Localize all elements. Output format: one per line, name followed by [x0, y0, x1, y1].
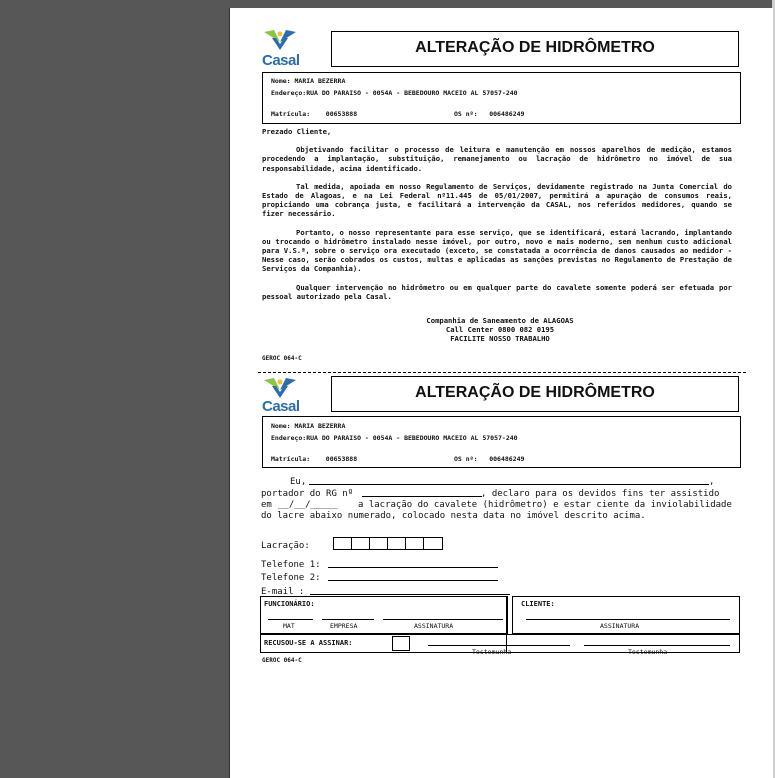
- letter-greeting: Prezado Cliente,: [262, 127, 332, 136]
- comma: ,: [709, 477, 715, 487]
- letter-body: [262, 127, 732, 310]
- customer-address: RUA DO PARAISO - 0054A - BEBEDOURO MACEIO AL 57057-240: [306, 434, 518, 442]
- customer-name: MARIA BEZERRA: [294, 422, 346, 430]
- matricula-label: Matrícula:: [271, 455, 311, 463]
- declaro-text: , declaro para os devidos fins ter assistido: [481, 489, 720, 499]
- assinatura-cliente-line[interactable]: [526, 619, 730, 620]
- os-label: OS nº:: [454, 110, 478, 118]
- name-label: Nome:: [271, 77, 291, 85]
- rg-line[interactable]: [362, 496, 482, 497]
- letter-paragraph-3: Portanto, o nosso representante para esse serviço, que se identificará, estará lacrando, implantando ou trocando o hidrômetro instalado nesse imóvel, por outro, novo e mais moderno, sem nenhum custo adicional para V.S.ª, sobre o serviço ora executado (exceto, se constatada a ocorrência de danos causados ao medidor - Nesse caso, serão cobrados os custos, multas e aplicadas as sanções previstas no Regulamento de Prestação de Serviços da Companhia).: [262, 227, 732, 274]
- mat-line[interactable]: [268, 619, 313, 620]
- recusou-checkbox[interactable]: [392, 636, 410, 651]
- address-label: Endereço:: [271, 434, 307, 442]
- os-number: 006486249: [489, 455, 525, 463]
- lacracao-label: Lacração:: [261, 541, 310, 551]
- seal-number-boxes[interactable]: [333, 537, 443, 550]
- date-blank[interactable]: __/__/_____: [278, 500, 338, 510]
- letter-paragraph-2: Tal medida, apoiada em nosso Regulamento de Serviços, devidamente registrado na Junta Comercial do Estado de Alagoas, e na Lei Federal nº11.445 de 05/01/2007, permitirá a apuração de consumos reais, propiciando uma cobrança justa, e facilitará a intervenção da CASAL, nos referidos medidores, quando se fizer necessário.: [262, 181, 732, 219]
- cut-line: [258, 372, 746, 373]
- testemunha1-line[interactable]: [428, 645, 570, 646]
- assinatura-label: ASSINATURA: [414, 622, 454, 630]
- telefone1-label: Telefone 1:: [261, 560, 321, 570]
- company-signature: [380, 316, 620, 343]
- casal-logo-icon: [262, 376, 298, 400]
- lacre-text: do lacre abaixo numerado, colocado nesta data no imóvel descrito acima.: [261, 511, 646, 521]
- letter-paragraph-4: Qualquer intervenção no hidrômetro ou em qualquer parte do cavalete somente poderá ser efetuada por pessoal autorizado pela Casal.: [262, 282, 732, 301]
- lacracao-text: a lacração do cavalete (hidrômetro) e estar ciente da inviolabilidade: [358, 500, 732, 510]
- customer-info-box: [262, 72, 741, 124]
- slogan: FACILITE NOSSO TRABALHO: [450, 334, 550, 343]
- recusou-label: RECUSOU-SE A ASSINAR:: [264, 639, 353, 647]
- seal-digit-box[interactable]: [351, 537, 370, 550]
- document-title: ALTERAÇÃO DE HIDRÔMETRO: [331, 31, 739, 67]
- matricula-value: 00653888: [325, 110, 358, 118]
- casal-logo-text: Casal: [262, 52, 300, 69]
- company-name: Companhia de Saneamento de ALAGOAS: [426, 316, 574, 325]
- email-line[interactable]: [310, 594, 510, 595]
- name-label: Nome:: [271, 422, 291, 430]
- seal-digit-box[interactable]: [387, 537, 406, 550]
- telefone2-line[interactable]: [328, 580, 498, 581]
- empresa-line[interactable]: [322, 619, 374, 620]
- rg-label: portador do RG nº: [261, 489, 354, 499]
- testemunha2-line[interactable]: [584, 645, 730, 646]
- customer-info-box: [262, 416, 741, 468]
- letter-paragraph-1: Objetivando facilitar o processo de leitura e manutenção em nossos aparelhos de medição, estamos procedendo a implantação, substituição, remanejamento ou lacração de hidrômetro no imóvel de sua responsabilidade, acima identificado.: [262, 145, 732, 173]
- customer-name: MARIA BEZERRA: [294, 77, 346, 85]
- seal-digit-box[interactable]: [423, 537, 443, 550]
- viewer-sidebar: [0, 0, 229, 778]
- email-label: E-mail :: [261, 587, 305, 597]
- name-line[interactable]: [309, 484, 709, 485]
- mat-label: MAT: [283, 622, 295, 630]
- call-center: Call Center 0800 082 0195: [445, 325, 555, 334]
- funcionario-label: FUNCIONÁRIO:: [264, 600, 315, 608]
- casal-logo-text: Casal: [262, 398, 300, 415]
- os-number: 006486249: [489, 110, 525, 118]
- matricula-value: 00653888: [325, 455, 358, 463]
- seal-digit-box[interactable]: [405, 537, 424, 550]
- os-label: OS nº:: [454, 455, 478, 463]
- testemunha2-label: Testemunha: [628, 648, 668, 656]
- customer-address: RUA DO PARAISO - 0054A - BEBEDOURO MACEIO AL 57057-240: [306, 89, 518, 97]
- viewer-top-bar: [229, 0, 775, 8]
- form-code-top: GEROC 064-C: [262, 355, 302, 362]
- casal-logo-icon: [262, 28, 298, 52]
- address-label: Endereço:: [271, 89, 307, 97]
- telefone1-line[interactable]: [328, 567, 498, 568]
- assinatura-cliente-label: ASSINATURA: [600, 622, 640, 630]
- cliente-label: CLIENTE:: [521, 600, 555, 608]
- seal-digit-box[interactable]: [333, 537, 352, 550]
- assinatura-func-line[interactable]: [383, 619, 503, 620]
- testemunha1-label: Testemunha: [472, 648, 512, 656]
- document-title: ALTERAÇÃO DE HIDRÔMETRO: [331, 376, 739, 412]
- eu-label: Eu,: [290, 477, 307, 487]
- seal-digit-box[interactable]: [369, 537, 388, 550]
- form-code-bottom: GEROC 064-C: [262, 657, 302, 664]
- telefone2-label: Telefone 2:: [261, 573, 321, 583]
- matricula-label: Matrícula:: [271, 110, 311, 118]
- empresa-label: EMPRESA: [330, 622, 358, 630]
- em-label: em: [261, 500, 272, 510]
